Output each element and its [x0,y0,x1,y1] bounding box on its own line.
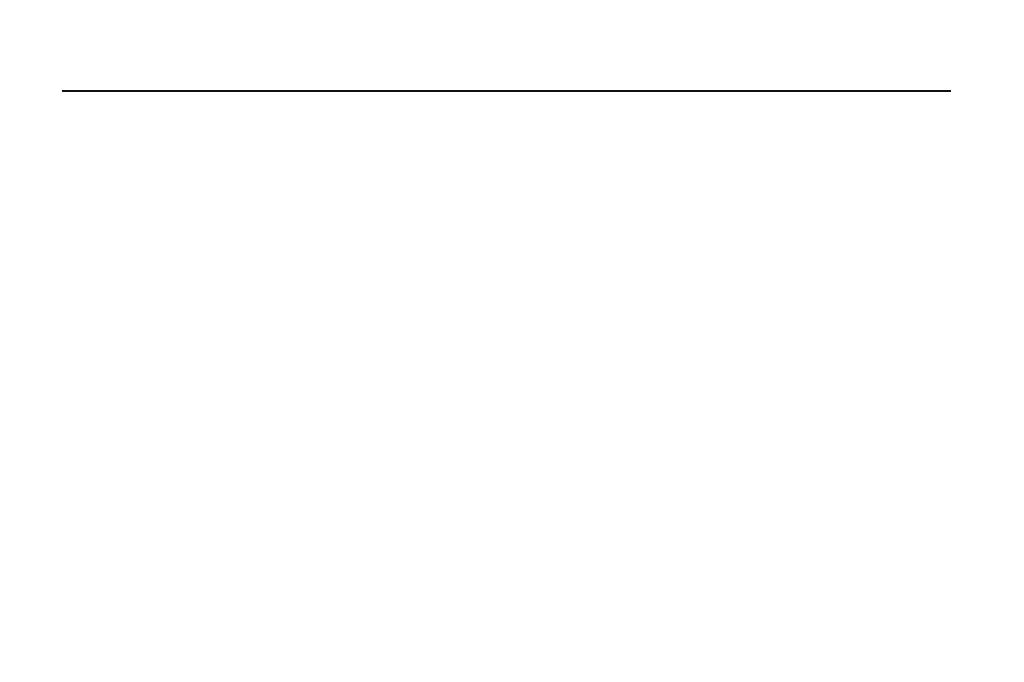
header-rule [62,90,951,92]
